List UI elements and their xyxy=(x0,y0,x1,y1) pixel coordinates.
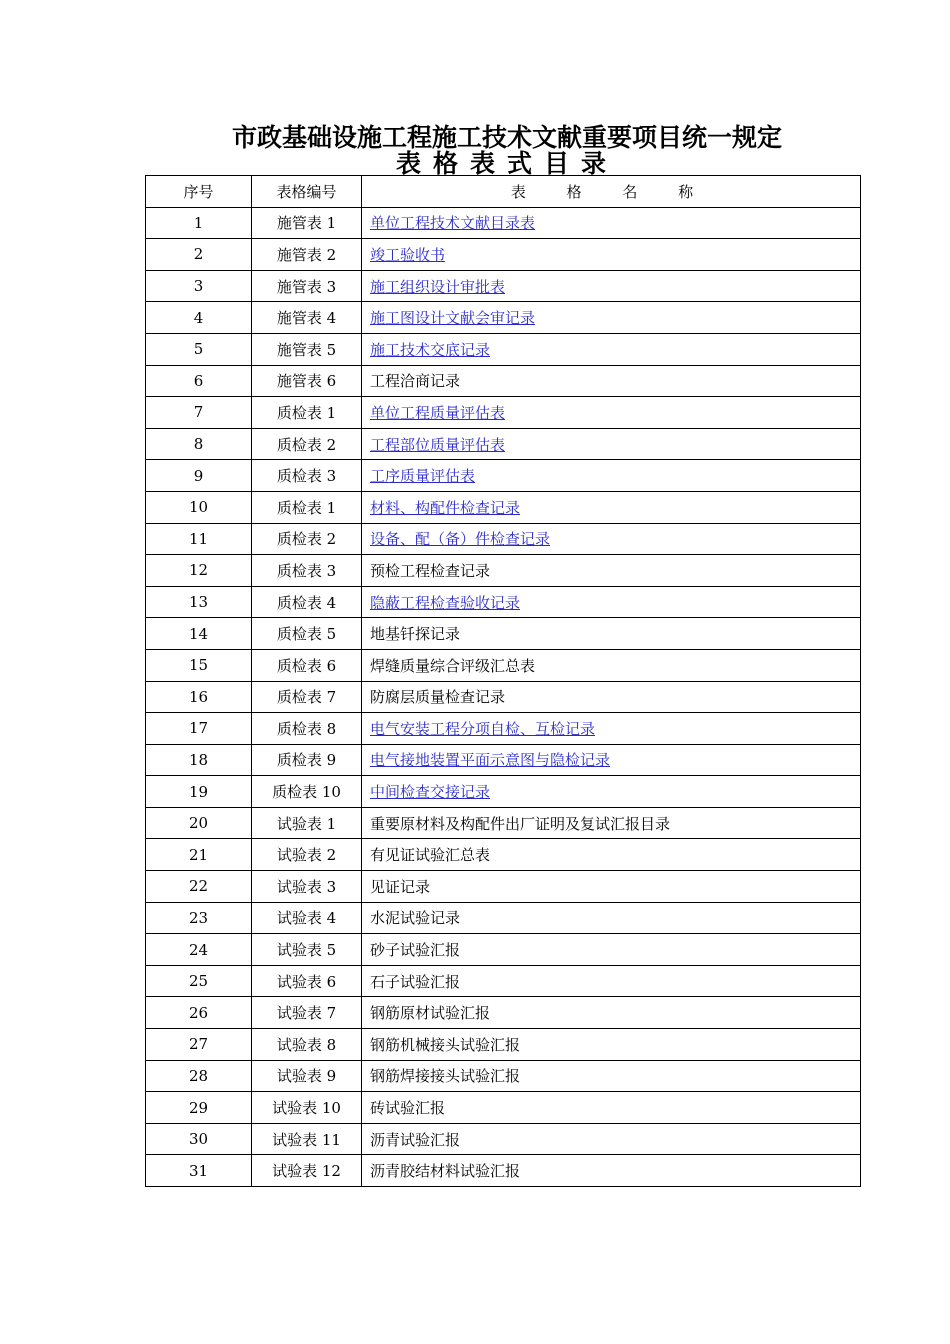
row-code: 试验表 4 xyxy=(252,902,362,934)
row-code: 试验表 12 xyxy=(252,1155,362,1187)
row-name-cell xyxy=(362,555,861,587)
row-name-cell xyxy=(362,649,861,681)
header-seq: 序号 xyxy=(146,176,252,208)
table-row xyxy=(146,586,861,618)
table-row xyxy=(146,270,861,302)
table-row xyxy=(146,871,861,903)
form-name-text: 砂子试验汇报 xyxy=(370,941,461,960)
form-name-text: 沥青试验汇报 xyxy=(370,1130,461,1149)
table-body xyxy=(146,207,861,1186)
row-code: 质检表 9 xyxy=(252,744,362,776)
row-seq: 27 xyxy=(146,1029,252,1061)
table-row xyxy=(146,555,861,587)
row-seq: 30 xyxy=(146,1123,252,1155)
row-name-cell xyxy=(362,1155,861,1187)
row-seq: 16 xyxy=(146,681,252,713)
row-seq: 14 xyxy=(146,618,252,650)
row-code: 施管表 6 xyxy=(252,365,362,397)
form-name-link[interactable]: 工序质量评估表 xyxy=(370,467,476,486)
row-name-cell xyxy=(362,618,861,650)
row-seq: 23 xyxy=(146,902,252,934)
row-seq: 26 xyxy=(146,997,252,1029)
row-seq: 9 xyxy=(146,460,252,492)
row-code: 试验表 3 xyxy=(252,871,362,903)
document-subtitle: 表格表式目录 xyxy=(395,149,618,178)
form-name-text: 预检工程检查记录 xyxy=(370,561,491,580)
table-row xyxy=(146,934,861,966)
row-name-cell xyxy=(362,1029,861,1061)
row-name-cell xyxy=(362,713,861,745)
row-seq: 3 xyxy=(146,270,252,302)
form-catalog-table xyxy=(145,175,861,1187)
table-row xyxy=(146,1060,861,1092)
form-name-text: 有见证试验汇总表 xyxy=(370,846,491,865)
header-code: 表格编号 xyxy=(252,176,362,208)
table-row xyxy=(146,207,861,239)
row-name-cell xyxy=(362,1092,861,1124)
row-seq: 6 xyxy=(146,365,252,397)
row-code: 试验表 7 xyxy=(252,997,362,1029)
row-seq: 1 xyxy=(146,207,252,239)
form-name-text: 石子试验汇报 xyxy=(370,972,461,991)
row-code: 施管表 2 xyxy=(252,239,362,271)
row-name-cell xyxy=(362,902,861,934)
form-name-text: 钢筋原材试验汇报 xyxy=(370,1004,491,1023)
row-code: 试验表 8 xyxy=(252,1029,362,1061)
row-name-cell xyxy=(362,965,861,997)
row-code: 施管表 4 xyxy=(252,302,362,334)
form-name-link[interactable]: 竣工验收书 xyxy=(370,245,446,264)
row-name-cell xyxy=(362,239,861,271)
row-code: 质检表 8 xyxy=(252,713,362,745)
form-name-text: 钢筋机械接头试验汇报 xyxy=(370,1035,521,1054)
row-code: 施管表 5 xyxy=(252,333,362,365)
row-code: 试验表 10 xyxy=(252,1092,362,1124)
form-name-text: 地基钎探记录 xyxy=(370,625,461,644)
table-row xyxy=(146,397,861,429)
row-name-cell xyxy=(362,460,861,492)
form-name-text: 见证记录 xyxy=(370,877,431,896)
row-code: 质检表 2 xyxy=(252,523,362,555)
table-row xyxy=(146,239,861,271)
header-name: 表 格 名 称 xyxy=(362,176,861,208)
table-row xyxy=(146,807,861,839)
row-code: 试验表 5 xyxy=(252,934,362,966)
row-seq: 22 xyxy=(146,871,252,903)
row-code: 试验表 11 xyxy=(252,1123,362,1155)
row-seq: 29 xyxy=(146,1092,252,1124)
table-row xyxy=(146,965,861,997)
row-code: 质检表 10 xyxy=(252,776,362,808)
table-row xyxy=(146,649,861,681)
table-row xyxy=(146,744,861,776)
form-name-text: 工程洽商记录 xyxy=(370,372,461,391)
row-code: 试验表 1 xyxy=(252,807,362,839)
table-row xyxy=(146,491,861,523)
table-row xyxy=(146,776,861,808)
form-name-text: 防腐层质量检查记录 xyxy=(370,688,506,707)
table-row xyxy=(146,1155,861,1187)
row-name-cell xyxy=(362,776,861,808)
row-name-cell xyxy=(362,1060,861,1092)
row-seq: 4 xyxy=(146,302,252,334)
row-seq: 8 xyxy=(146,428,252,460)
document-title: 市政基础设施工程施工技术文献重要项目统一规定 xyxy=(231,123,782,152)
row-code: 质检表 5 xyxy=(252,618,362,650)
row-seq: 28 xyxy=(146,1060,252,1092)
row-name-cell xyxy=(362,839,861,871)
row-name-cell xyxy=(362,997,861,1029)
row-code: 质检表 7 xyxy=(252,681,362,713)
table-row xyxy=(146,1092,861,1124)
table-row xyxy=(146,1123,861,1155)
row-name-cell xyxy=(362,302,861,334)
row-seq: 10 xyxy=(146,491,252,523)
row-seq: 21 xyxy=(146,839,252,871)
row-seq: 13 xyxy=(146,586,252,618)
table-row xyxy=(146,365,861,397)
row-name-cell xyxy=(362,523,861,555)
row-seq: 31 xyxy=(146,1155,252,1187)
row-seq: 12 xyxy=(146,555,252,587)
table-row xyxy=(146,618,861,650)
row-seq: 15 xyxy=(146,649,252,681)
row-seq: 18 xyxy=(146,744,252,776)
form-name-link[interactable]: 施工技术交底记录 xyxy=(370,340,491,359)
row-name-cell xyxy=(362,333,861,365)
form-name-link[interactable]: 单位工程质量评估表 xyxy=(370,403,506,422)
form-name-link[interactable]: 工程部位质量评估表 xyxy=(370,435,506,454)
row-name-cell xyxy=(362,681,861,713)
row-code: 试验表 2 xyxy=(252,839,362,871)
form-name-link[interactable]: 设备、配（备）件检查记录 xyxy=(370,530,551,549)
table-row xyxy=(146,839,861,871)
row-code: 质检表 4 xyxy=(252,586,362,618)
row-seq: 7 xyxy=(146,397,252,429)
form-name-text: 水泥试验记录 xyxy=(370,909,461,928)
table-row xyxy=(146,428,861,460)
row-code: 试验表 6 xyxy=(252,965,362,997)
row-name-cell xyxy=(362,934,861,966)
table-row xyxy=(146,333,861,365)
row-name-cell xyxy=(362,807,861,839)
row-code: 施管表 3 xyxy=(252,270,362,302)
row-name-cell xyxy=(362,871,861,903)
row-code: 质检表 3 xyxy=(252,555,362,587)
row-seq: 11 xyxy=(146,523,252,555)
form-name-text: 焊缝质量综合评级汇总表 xyxy=(370,656,536,675)
table-row xyxy=(146,302,861,334)
form-name-link[interactable]: 电气接地装置平面示意图与隐检记录 xyxy=(370,751,611,770)
form-name-text: 钢筋焊接接头试验汇报 xyxy=(370,1067,521,1086)
table-row xyxy=(146,681,861,713)
form-name-text: 重要原材料及构配件出厂证明及复试汇报目录 xyxy=(370,814,671,833)
table-row xyxy=(146,902,861,934)
row-name-cell xyxy=(362,428,861,460)
row-code: 质检表 2 xyxy=(252,428,362,460)
form-name-text: 沥青胶结材料试验汇报 xyxy=(370,1162,521,1181)
row-code: 质检表 1 xyxy=(252,397,362,429)
row-seq: 17 xyxy=(146,713,252,745)
row-name-cell xyxy=(362,397,861,429)
form-name-link[interactable]: 施工图设计文献会审记录 xyxy=(370,309,536,328)
form-name-text: 砖试验汇报 xyxy=(370,1099,446,1118)
row-code: 质检表 3 xyxy=(252,460,362,492)
row-name-cell xyxy=(362,744,861,776)
form-name-link[interactable]: 单位工程技术文献目录表 xyxy=(370,214,536,233)
form-name-link[interactable]: 隐蔽工程检查验收记录 xyxy=(370,593,521,612)
row-seq: 2 xyxy=(146,239,252,271)
row-name-cell xyxy=(362,586,861,618)
row-seq: 20 xyxy=(146,807,252,839)
row-name-cell xyxy=(362,207,861,239)
row-seq: 24 xyxy=(146,934,252,966)
row-seq: 5 xyxy=(146,333,252,365)
row-name-cell xyxy=(362,365,861,397)
table-row xyxy=(146,460,861,492)
form-name-link[interactable]: 施工组织设计审批表 xyxy=(370,277,506,296)
table-row xyxy=(146,997,861,1029)
row-code: 施管表 1 xyxy=(252,207,362,239)
row-name-cell xyxy=(362,1123,861,1155)
row-seq: 25 xyxy=(146,965,252,997)
row-name-cell xyxy=(362,491,861,523)
row-seq: 19 xyxy=(146,776,252,808)
row-code: 试验表 9 xyxy=(252,1060,362,1092)
form-name-link[interactable]: 材料、构配件检查记录 xyxy=(370,498,521,517)
row-name-cell xyxy=(362,270,861,302)
table-row xyxy=(146,713,861,745)
table-row xyxy=(146,1029,861,1061)
row-code: 质检表 6 xyxy=(252,649,362,681)
form-name-link[interactable]: 电气安装工程分项自检、互检记录 xyxy=(370,719,596,738)
form-name-link[interactable]: 中间检查交接记录 xyxy=(370,783,491,802)
table-header-row xyxy=(146,176,861,208)
table-row xyxy=(146,523,861,555)
row-code: 质检表 1 xyxy=(252,491,362,523)
